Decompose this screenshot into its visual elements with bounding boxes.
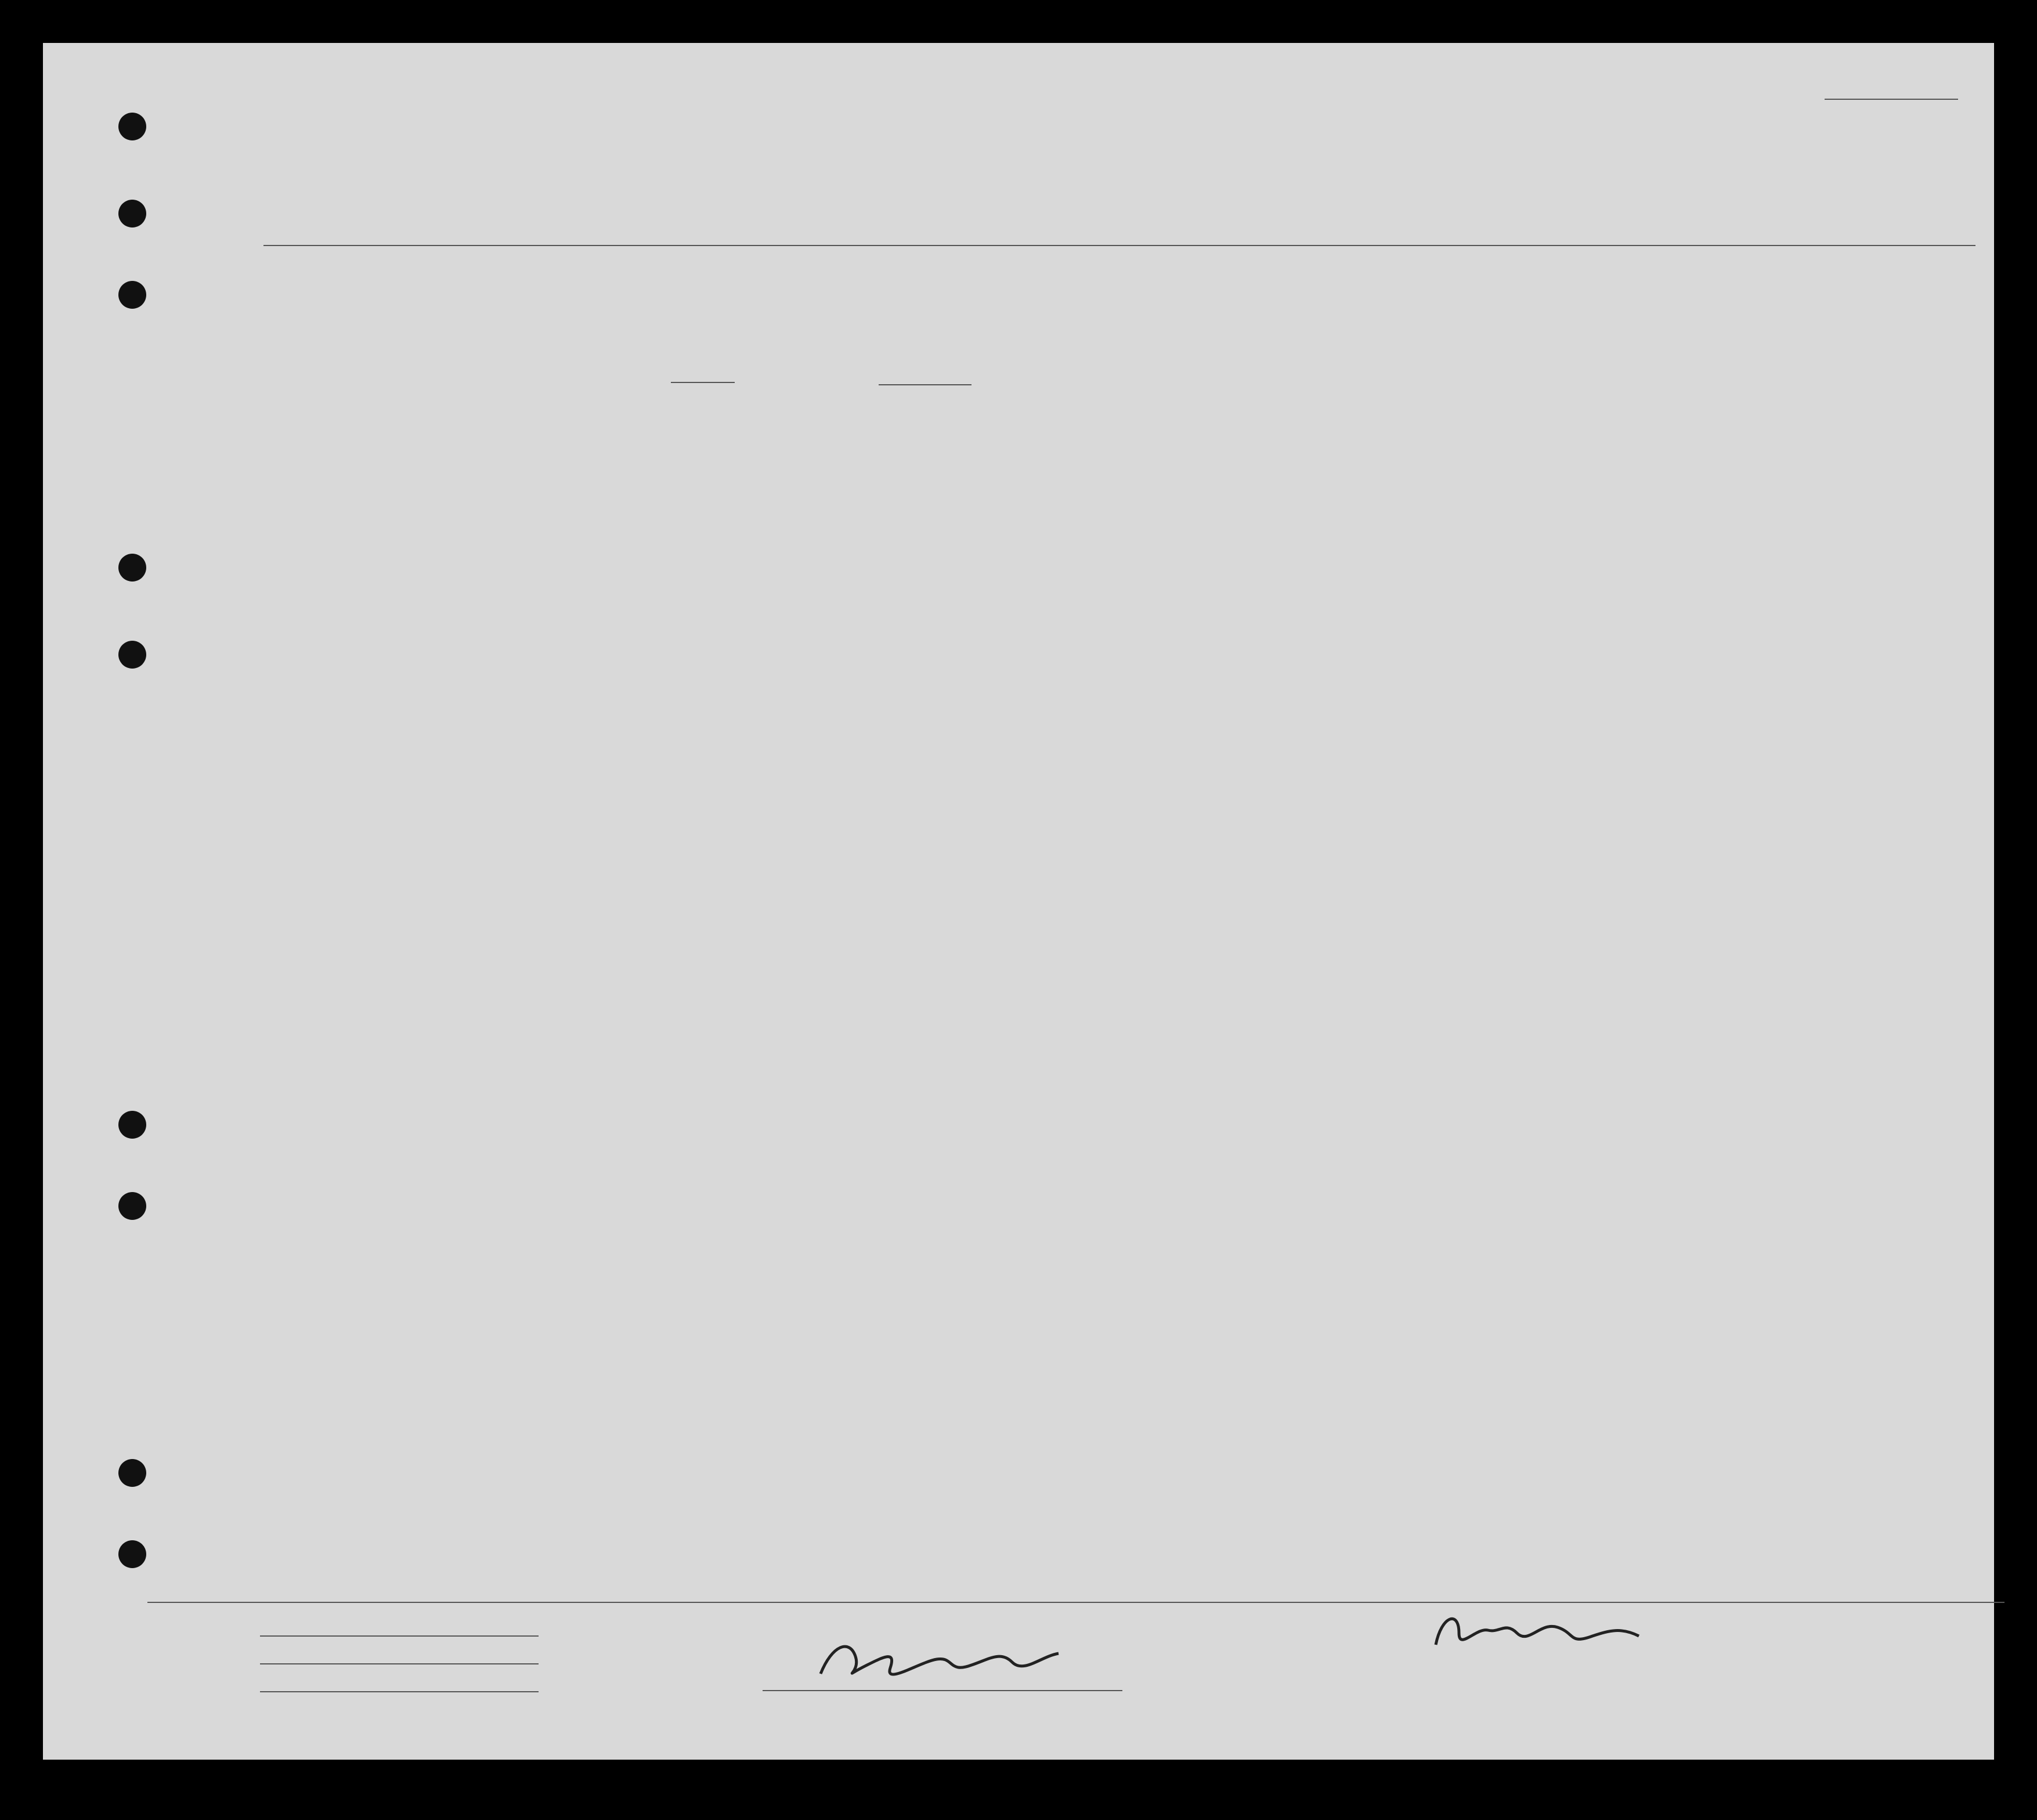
vessel-underline: [263, 245, 1975, 246]
punch-hole: [118, 1111, 146, 1139]
punch-hole: [118, 1459, 146, 1487]
year-underline: [879, 384, 971, 385]
punch-hole: [118, 200, 146, 228]
owners-underline: [260, 1663, 539, 1664]
agents-underline: [260, 1691, 539, 1692]
punch-hole: [118, 641, 146, 669]
punch-hole: [118, 1540, 146, 1568]
inspector-signature: [797, 1633, 1099, 1691]
manifest-page: [43, 43, 1994, 1760]
punch-hole: [118, 113, 146, 140]
punch-hole: [118, 281, 146, 309]
line-underline: [260, 1635, 539, 1637]
years-underline: [671, 382, 735, 383]
footer-divider: [147, 1602, 2005, 1603]
punch-hole: [118, 554, 146, 582]
punch-hole: [118, 1192, 146, 1220]
inspector-line: [763, 1690, 1122, 1691]
purser-signature: [1424, 1604, 1668, 1662]
sheet-underline: [1825, 99, 1958, 100]
